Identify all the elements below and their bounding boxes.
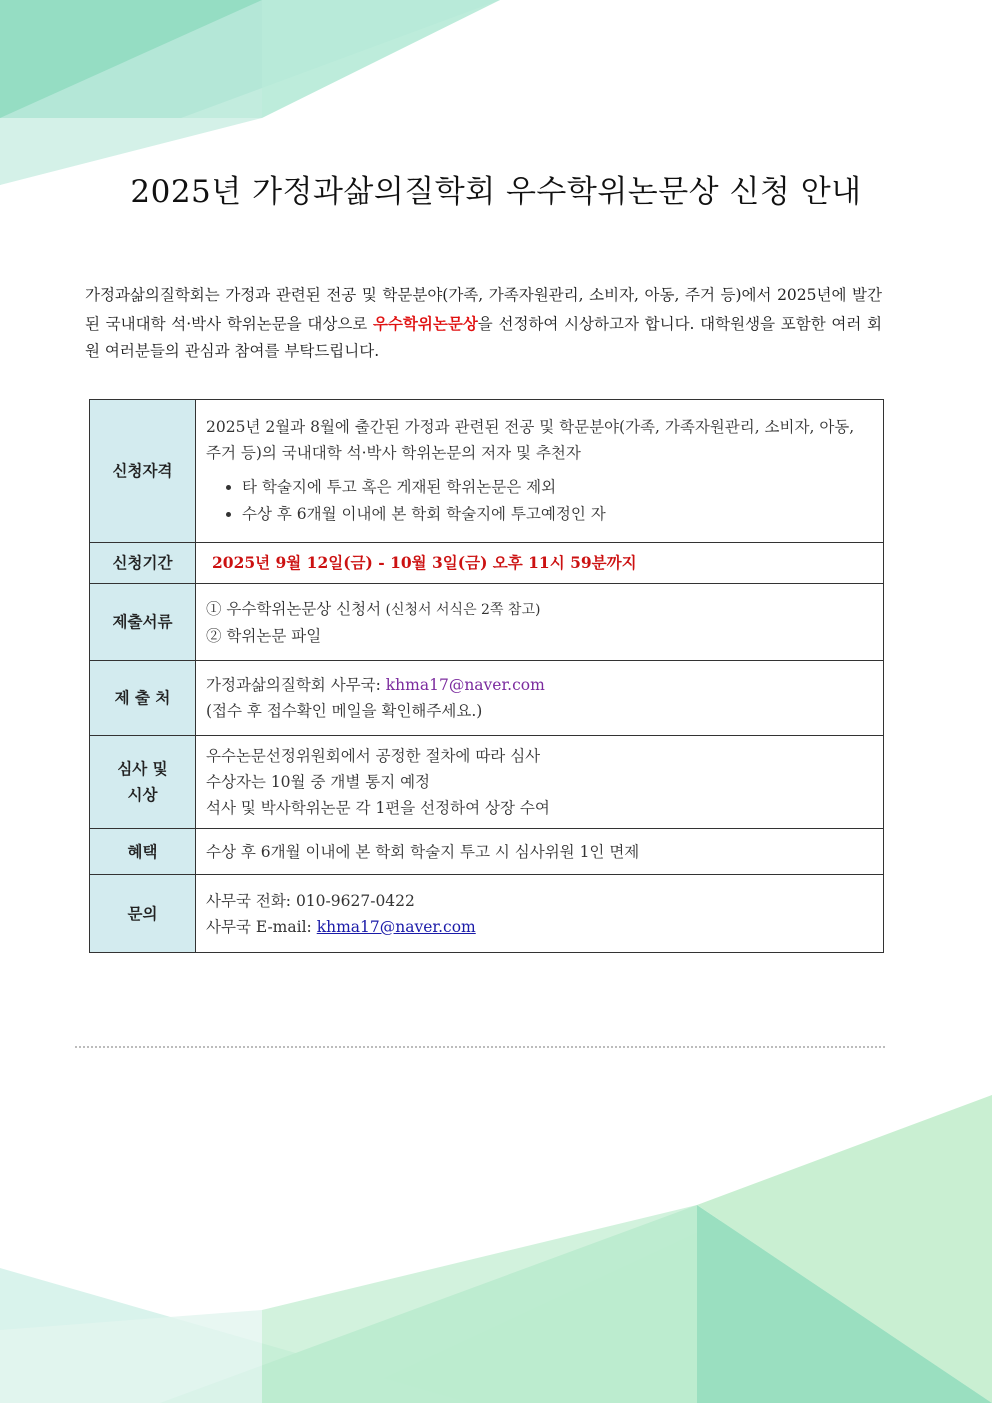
eligibility-bullet-2: • 수상 후 6개월 이내에 본 학회 학술지에 투고예정인 자 [242,501,873,528]
label-review [90,736,196,829]
award-name-highlight: 우수학위논문상 [372,313,478,333]
submit-to-note: (접수 후 접수확인 메일을 확인해주세요.) [206,702,483,720]
label-submit-to: 제 출 처 [90,661,196,736]
value-review [196,736,884,829]
value-benefit: 수상 후 6개월 이내에 본 학회 학술지 투고 시 심사위원 1인 면제 [196,829,884,875]
intro-text-before: 가정과삶의질학회는 가정과 관련된 전공 및 학문분야(가족, 가족자원관리, 소비자, 아동, 주거 등)에서 2025년에 발간된 국내대학 석·박사 학위논문을 대상으로 [85,286,882,333]
submit-to-prefix: 가정과삶의질학회 사무국: [206,676,386,694]
contact-phone: 사무국 전화: 010-9627-0422 [206,891,415,910]
value-period [196,543,884,584]
row-submit-to [90,661,884,736]
label-review-line-1: 심사 및 [117,759,168,778]
contact-email-line [206,914,873,940]
contact-email-prefix: 사무국 E-mail: [206,917,317,936]
intro-text-after: 을 선정하여 시상하고자 합니다. 대학원생을 포함한 여러 회원 여러분들의 관심과 참여를 부탁드립니다. [85,314,882,360]
label-review-line-2: 시상 [127,785,158,804]
label-period: 신청기간 [90,543,196,584]
row-benefit [90,829,884,875]
value-eligibility [196,400,884,543]
row-contact [90,875,884,953]
row-documents [90,584,884,661]
row-review [90,736,884,829]
period-text: 2025년 9월 12일(금) - 10월 3일(금) 오후 11시 59분까지 [212,553,637,572]
eligibility-text: 2025년 2월과 8월에 출간된 가정과 관련된 전공 및 학문분야(가족, 가족자원관리, 소비자, 아동, 주거 등)의 국내대학 석·박사 학위논문의 저자 및 추천자 [206,418,855,462]
submit-email[interactable]: khma17@naver.com [385,676,545,694]
label-contact: 문의 [90,875,196,953]
label-documents: 제출서류 [90,584,196,661]
row-period [90,543,884,584]
info-table [89,399,884,953]
row-eligibility [90,400,884,543]
dotted-divider [75,1046,885,1048]
eligibility-bullet-1: • 타 학술지에 투고 혹은 게재된 학위논문은 제외 [242,474,873,501]
review-line-1: 우수논문선정위원회에서 공정한 절차에 따라 심사 [206,747,541,765]
value-contact [196,875,884,953]
eligibility-bullets [206,474,873,528]
page-title: 2025년 가정과삶의질학회 우수학위논문상 신청 안내 [130,174,862,210]
documents-item-1-note: (신청서 서식은 2쪽 참고) [381,601,541,618]
review-line-2: 수상자는 10월 중 개별 통지 예정 [206,773,431,791]
documents-item-2: ② 학위논문 파일 [206,626,322,645]
submit-to-line [206,672,873,698]
contact-email-link[interactable]: khma17@naver.com [316,917,476,936]
intro-paragraph [85,282,882,366]
review-line-3: 석사 및 박사학위논문 각 1편을 선정하여 상장 수여 [206,799,550,817]
value-documents [196,584,884,661]
documents-item-1 [206,596,873,623]
label-eligibility: 신청자격 [90,400,196,543]
value-submit-to [196,661,884,736]
documents-item-1-text: ① 우수학위논문상 신청서 [206,599,382,618]
label-benefit: 혜택 [90,829,196,875]
